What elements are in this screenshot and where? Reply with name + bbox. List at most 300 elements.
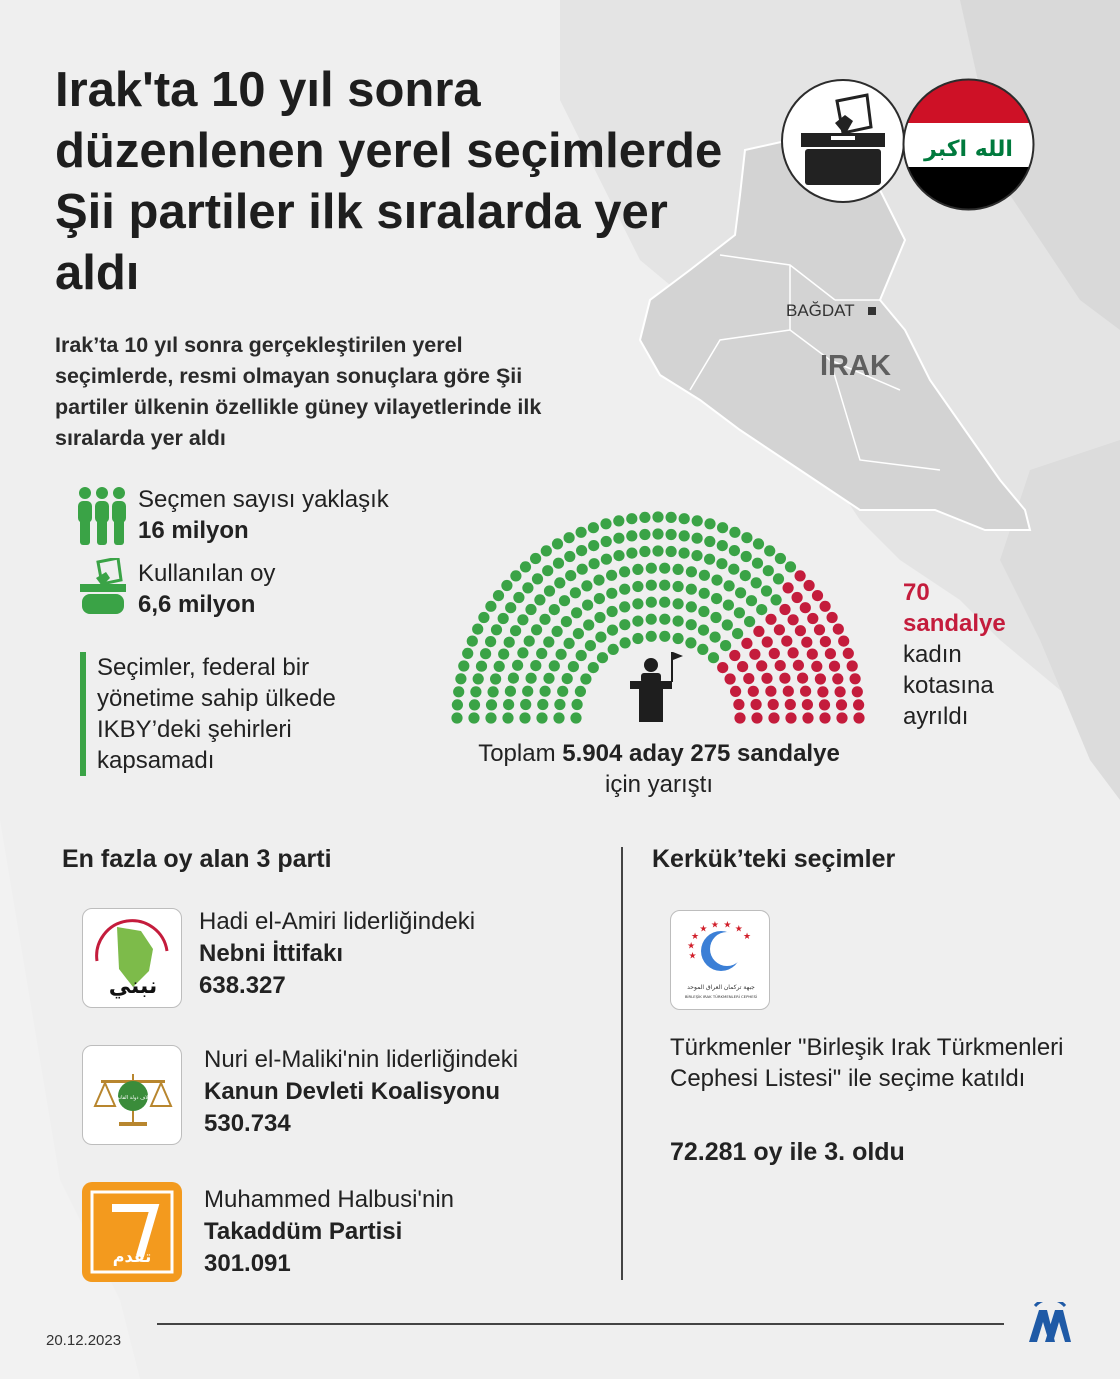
quota-seat [769, 648, 780, 659]
seat [652, 528, 663, 539]
seat [565, 570, 576, 581]
seat [455, 673, 466, 684]
quota-seat [774, 624, 785, 635]
seat [606, 588, 617, 599]
seat [734, 607, 745, 618]
iraq-label: IRAK [820, 350, 891, 382]
seat [556, 649, 567, 660]
seat [666, 529, 677, 540]
seat [646, 597, 657, 608]
quota-seat [725, 673, 736, 684]
kanun-logo [82, 1045, 182, 1145]
quota-seat [783, 686, 794, 697]
seat [522, 582, 533, 593]
quota-seat [761, 673, 772, 684]
party-2-name: Kanun Devleti Koalisyonu [204, 1078, 501, 1105]
quota-seat [729, 650, 740, 661]
quota-seat [751, 712, 762, 723]
seat [562, 673, 573, 684]
quota-seat [825, 648, 836, 659]
seat [502, 712, 513, 723]
quota-seat [775, 660, 786, 671]
seat [756, 604, 767, 615]
intro-text: Irak’ta 10 yıl sonra gerçekleştirilen yerel seçimlerde, resmi olmayan sonuçlara göre Şii partiler ülkenin özellikle güney vilayetlerinde ilk sıralarda yer aldı [55, 333, 542, 450]
quota-seat [795, 570, 806, 581]
seat [608, 644, 619, 655]
seat [594, 612, 605, 623]
quota-seat [853, 712, 864, 723]
quota-seat [801, 637, 812, 648]
total-prefix: Toplam [478, 740, 556, 767]
seat [530, 553, 541, 564]
seat [771, 594, 782, 605]
quota-seat [779, 604, 790, 615]
seat [588, 522, 599, 533]
party-3-votes: 301.091 [204, 1250, 291, 1277]
seat [632, 581, 643, 592]
quota-seat [783, 582, 794, 593]
seat [541, 545, 552, 556]
quota-seat [836, 699, 847, 710]
kerkuk-description: Türkmenler "Birleşik Irak Türkmenleri Cephesi Listesi" ile seçime katıldı [670, 1034, 1064, 1092]
seat [639, 529, 650, 540]
seat [666, 546, 677, 557]
quota-seat [853, 699, 864, 710]
quota-seat [817, 686, 828, 697]
seat [468, 712, 479, 723]
seat [691, 550, 702, 561]
seat [564, 551, 575, 562]
seat [577, 564, 588, 575]
baghdad-marker [868, 307, 876, 315]
quota-seat [852, 686, 863, 697]
quota-seat [838, 636, 849, 647]
seat [753, 538, 764, 549]
seat [451, 712, 462, 723]
seat [632, 564, 643, 575]
quota-seat [832, 673, 843, 684]
star-icon: ★ [688, 950, 697, 961]
quota-seat [835, 686, 846, 697]
seat [485, 601, 496, 612]
seat [746, 595, 757, 606]
party-1-leader: Hadi el-Amiri liderliğindeki [199, 908, 476, 935]
takaddum-logo-text: تقدم [112, 1247, 152, 1266]
seat [711, 575, 722, 586]
quota-seat [768, 712, 779, 723]
seat [619, 566, 630, 577]
quota-seat [717, 662, 728, 673]
seat [717, 522, 728, 533]
quota-seat [850, 673, 861, 684]
total-bold: 5.904 aday 275 sandalye [562, 740, 840, 767]
seat [573, 628, 584, 639]
speaker-icon [630, 652, 683, 722]
quota-seat [781, 636, 792, 647]
seat [764, 545, 775, 556]
seat [600, 518, 611, 529]
seat [673, 633, 684, 644]
quota-seat [833, 624, 844, 635]
seat [659, 631, 670, 642]
seat [554, 699, 565, 710]
footer-divider [157, 1323, 1004, 1325]
seat [485, 712, 496, 723]
seat [686, 584, 697, 595]
seat [467, 636, 478, 647]
party-3-name: Takaddüm Partisi [204, 1218, 403, 1245]
seat [543, 636, 554, 647]
seat [536, 712, 547, 723]
seat [498, 649, 509, 660]
seat [692, 515, 703, 526]
seat [575, 686, 586, 697]
seat [571, 607, 582, 618]
seat [699, 570, 710, 581]
seat [503, 699, 514, 710]
quota-line-1: kadın [903, 641, 962, 668]
seat [588, 540, 599, 551]
quota-seat [733, 699, 744, 710]
party-3 [204, 1184, 454, 1280]
seat [476, 661, 487, 672]
parliament-seats-chart [425, 500, 895, 740]
quota-seat [812, 590, 823, 601]
quota-seat [843, 648, 854, 659]
seat [485, 636, 496, 647]
seat [480, 648, 491, 659]
seat [728, 564, 739, 575]
total-suffix: için yarıştı [604, 771, 714, 798]
seat [626, 513, 637, 524]
seat [620, 637, 631, 648]
seat [537, 699, 548, 710]
seat [553, 558, 564, 569]
seat [710, 612, 721, 623]
seat [549, 604, 560, 615]
seat [673, 581, 684, 592]
quota-word: sandalye [903, 610, 1006, 637]
seat [646, 563, 657, 574]
star-icon: ★ [723, 919, 732, 930]
voters-stat [138, 484, 389, 546]
seat [517, 647, 528, 658]
voters-value: 16 milyon [138, 517, 249, 544]
seat [581, 580, 592, 591]
seat [453, 686, 464, 697]
seat [520, 561, 531, 572]
seat [595, 632, 606, 643]
seat [704, 518, 715, 529]
seat [626, 530, 637, 541]
seat [659, 563, 670, 574]
seat [613, 533, 624, 544]
seat [632, 633, 643, 644]
seat [639, 546, 650, 557]
quota-seat [802, 712, 813, 723]
votes-label: Kullanılan oy [138, 560, 276, 587]
seat [679, 513, 690, 524]
seat [486, 699, 497, 710]
seat [576, 650, 587, 661]
seat [536, 648, 547, 659]
seat [524, 636, 535, 647]
quota-seat [807, 649, 818, 660]
seat [570, 587, 581, 598]
publish-date: 20.12.2023 [46, 1332, 122, 1349]
flag-text: الله اكبر [924, 137, 1013, 162]
seat [526, 673, 537, 684]
seat [580, 673, 591, 684]
seat [732, 628, 743, 639]
seat [626, 548, 637, 559]
seat [522, 686, 533, 697]
seat [632, 598, 643, 609]
votes-stat [138, 558, 275, 620]
seat [473, 673, 484, 684]
seat [585, 640, 596, 651]
seat [686, 619, 697, 630]
seat [659, 614, 670, 625]
seat [462, 648, 473, 659]
seat [564, 638, 575, 649]
seat [698, 606, 709, 617]
seat [724, 580, 735, 591]
seat [698, 625, 709, 636]
seat [601, 536, 612, 547]
nebni-logo-text: نبني [108, 974, 158, 999]
seat [534, 594, 545, 605]
quota-seat [788, 614, 799, 625]
quota-seat [779, 673, 790, 684]
ikby-note: Seçimler, federal bir yönetime sahip ülkede IKBY’deki şehirleri kapsamadı [80, 652, 400, 776]
vertical-divider [621, 847, 623, 1280]
seat [564, 532, 575, 543]
party-2-leader: Nuri el-Maliki'nin liderliğindeki [204, 1046, 519, 1073]
seat [666, 512, 677, 523]
seat [692, 533, 703, 544]
quota-seat [819, 699, 830, 710]
seat [740, 570, 751, 581]
seat [646, 580, 657, 591]
seat [557, 686, 568, 697]
seat [552, 626, 563, 637]
seat [775, 553, 786, 564]
seat [491, 624, 502, 635]
seat [729, 545, 740, 556]
quota-seat [756, 660, 767, 671]
quota-seat [819, 712, 830, 723]
seat [519, 712, 530, 723]
seat [686, 601, 697, 612]
party-2-votes: 530.734 [204, 1110, 291, 1137]
seat [488, 686, 499, 697]
seat [686, 566, 697, 577]
seat [561, 616, 572, 627]
seat [505, 602, 516, 613]
seat [619, 601, 630, 612]
seat [741, 551, 752, 562]
quota-seat [743, 673, 754, 684]
quota-seat [737, 661, 748, 672]
quota-seat [820, 601, 831, 612]
quota-seat [730, 686, 741, 697]
quota-seat [829, 661, 840, 672]
quota-seat [768, 699, 779, 710]
seat [729, 527, 740, 538]
ballot-icon-green [78, 558, 128, 616]
seat [593, 575, 604, 586]
party-1 [199, 906, 475, 1002]
seat [472, 624, 483, 635]
seat [576, 545, 587, 556]
seat [452, 699, 463, 710]
seat [544, 585, 555, 596]
seat [458, 660, 469, 671]
seat [582, 600, 593, 611]
seat [530, 660, 541, 671]
star-icon: ★ [691, 931, 700, 941]
kanun-logo-text: ائتلاف دولة القانون [113, 1095, 153, 1101]
page-title: Irak'ta 10 yıl sonra düzenlenen yerel seçimlerde Şii partiler ilk sıralarda yer aldı [55, 63, 723, 300]
quota-seat [765, 614, 776, 625]
top-parties-title: En fazla oy alan 3 parti [62, 845, 332, 873]
party-2 [204, 1044, 518, 1140]
star-icon: ★ [743, 931, 752, 942]
seat [744, 616, 755, 627]
seat [559, 595, 570, 606]
seat [549, 660, 560, 671]
quota-seat [741, 638, 752, 649]
quota-seat [807, 613, 818, 624]
seat [716, 558, 727, 569]
seat [498, 613, 509, 624]
quota-seat [814, 624, 825, 635]
quota-seat [811, 661, 822, 672]
quota-seat [734, 712, 745, 723]
quota-seat [785, 712, 796, 723]
seat [723, 600, 734, 611]
seat [478, 612, 489, 623]
seat [504, 637, 515, 648]
quota-seat [815, 673, 826, 684]
quota-seat [788, 647, 799, 658]
quota-seat [795, 625, 806, 636]
seat [576, 527, 587, 538]
seat [679, 548, 690, 559]
seat [606, 570, 617, 581]
baghdad-label: BAĞDAT [786, 301, 855, 320]
quota-seat [836, 712, 847, 723]
seat [501, 580, 512, 591]
seat [710, 632, 721, 643]
seat [751, 577, 762, 588]
seat [646, 631, 657, 642]
seat [697, 644, 708, 655]
seat [553, 712, 564, 723]
seat [512, 660, 523, 671]
quota-seat [800, 686, 811, 697]
seat [699, 588, 710, 599]
kerkuk-title: Kerkük’teki seçimler [652, 845, 896, 873]
nebni-logo [82, 908, 182, 1008]
quota-seat [797, 673, 808, 684]
quota-seat [804, 580, 815, 591]
star-icon: ★ [710, 919, 719, 930]
seat [673, 616, 684, 627]
seat [785, 561, 796, 572]
voters-label: Seçmen sayısı yaklaşık [138, 486, 389, 513]
seat [704, 536, 715, 547]
seat [588, 662, 599, 673]
seat [761, 585, 772, 596]
seat [583, 619, 594, 630]
itc-logo [670, 910, 770, 1010]
votes-value: 6,6 milyon [138, 591, 256, 618]
seat [711, 593, 722, 604]
quota-seat [753, 626, 764, 637]
seat [717, 540, 728, 551]
star-icon: ★ [699, 923, 708, 934]
seat [763, 565, 774, 576]
seat [607, 625, 618, 636]
ballot-box-icon [779, 77, 907, 205]
seat [597, 652, 608, 663]
seat [741, 532, 752, 543]
seat [540, 686, 551, 697]
seat [570, 712, 581, 723]
seat [704, 554, 715, 565]
seat [619, 584, 630, 595]
women-quota [903, 577, 1006, 732]
seat [510, 625, 521, 636]
seat [531, 624, 542, 635]
star-icon: ★ [687, 940, 696, 951]
quota-seat [785, 699, 796, 710]
quota-seat [749, 649, 760, 660]
quota-number: 70 [903, 579, 930, 606]
seat [543, 673, 554, 684]
quota-line-2: kotasına [903, 672, 994, 699]
kerkuk-result: 72.281 oy ile 3. oldu [670, 1138, 905, 1166]
seat [525, 604, 536, 615]
seat [639, 512, 650, 523]
seat [685, 637, 696, 648]
seat [572, 699, 583, 710]
seat [589, 558, 600, 569]
seat [752, 558, 763, 569]
quota-seat [820, 636, 831, 647]
seat [607, 606, 618, 617]
takaddum-logo [82, 1182, 182, 1282]
seat [505, 686, 516, 697]
seat [532, 573, 543, 584]
seat [735, 587, 746, 598]
star-icon: ★ [734, 923, 743, 934]
seat [469, 699, 480, 710]
seat [632, 616, 643, 627]
quota-line-3: ayrıldı [903, 703, 969, 730]
seat [619, 619, 630, 630]
party-3-leader: Muhammed Halbusi'nin [204, 1186, 455, 1213]
party-1-name: Nebni İttifakı [199, 940, 344, 967]
quota-seat [802, 699, 813, 710]
quota-seat [793, 660, 804, 671]
seat [542, 565, 553, 576]
aa-logo [1025, 1302, 1075, 1344]
itc-caption-ar: جبهة تركمان العراق الموحد [687, 984, 755, 991]
seat [510, 570, 521, 581]
